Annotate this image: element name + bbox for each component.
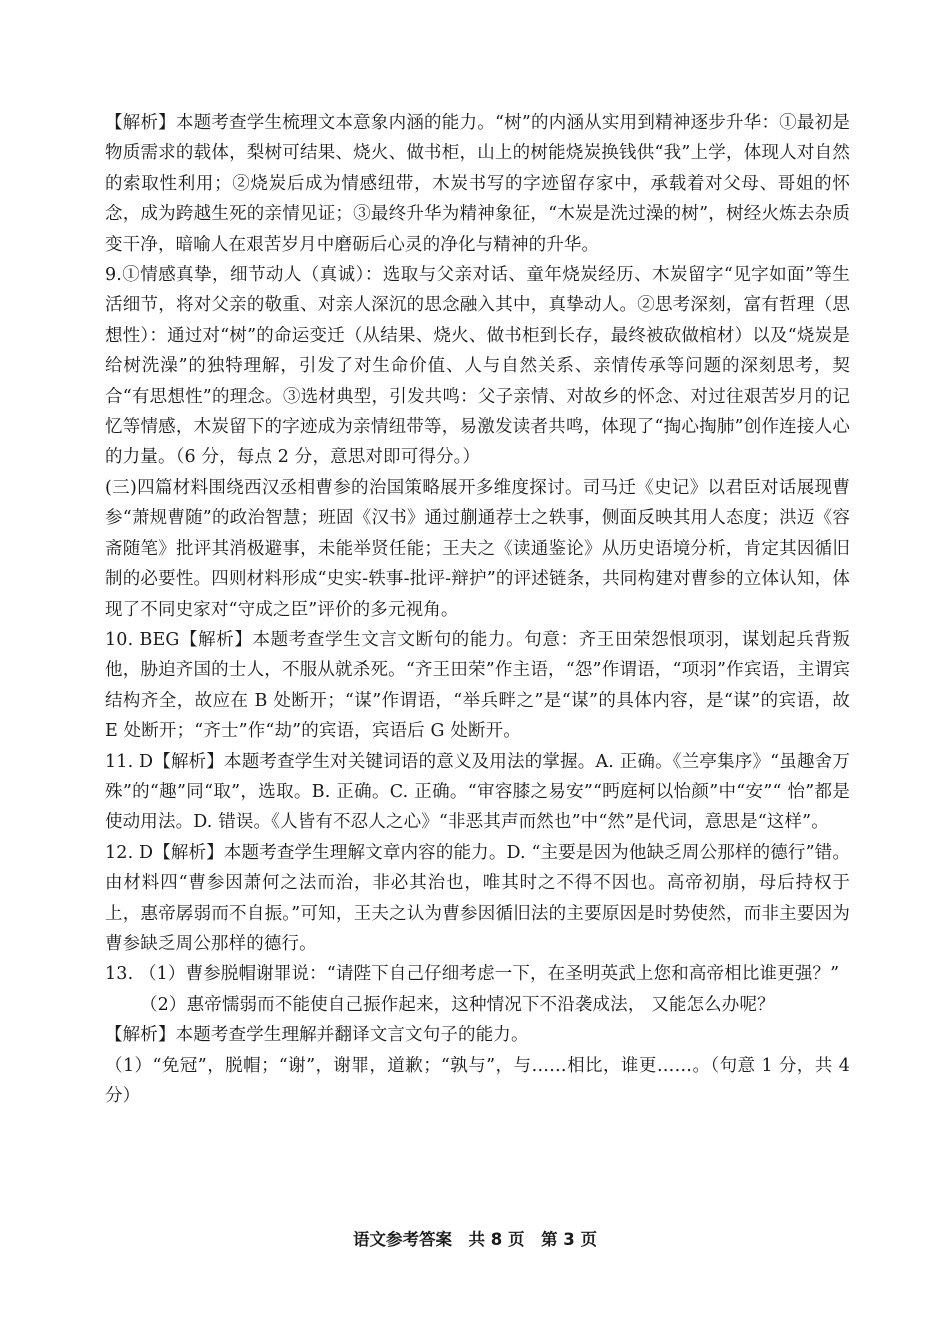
answer-question-10: 10. BEG【解析】本题考查学生文言文断句的能力。句意：齐王田荣怨恨项羽，谋划起兵背叛他，胁迫齐国的士人，不服从就杀死。“齐王田荣”作主语，“怨”作谓语，“项羽”作宾语，主谓宾结构齐全，故应在 B 处断开；“谋”作谓语，“举兵畔之”是“谋”的具体内容，是“谋”的宾语，故 E 处断开；“齐士”作“劫”的宾语，宾语后 G 处断开。 (105, 629, 850, 742)
answer-question-12: 12. D【解析】本题考查学生理解文章内容的能力。D. “主要是因为他缺乏周公那样的德行”错。由材料四“曹参因萧何之法而治，非必其治也，唯其时之不得不因也。高帝初崩，母后持权于上，惠帝孱弱而不自振。”可知，王夫之认为曹参因循旧法的主要原因是时势使然，而非主要因为曹参缺乏周公那样的德行。 (105, 842, 850, 954)
analysis-question-8: 【解析】本题考查学生梳理文本意象内涵的能力。“树”的内涵从实用到精神逐步升华：①最初是物质需求的载体，梨树可结果、烧火、做书柜，山上的树能烧炭换钱供“我”上学，体现人对自然的索取性利用；②烧炭后成为情感纽带，木炭书写的字迹留存家中，承载着对父母、哥姐的怀念，成为跨越生死的亲情见证；③最终升华为精神象征，“木炭是洗过澡的树”，树经火炼去杂质变干净，暗喻人在艰苦岁月中磨砺后心灵的净化与精神的升华。 (105, 113, 850, 255)
answer-question-13-part1: 13. （1）曹参脱帽谢罪说：“请陛下自己仔细考虑一下，在圣明英武上您和高帝相比谁更强？” (105, 964, 840, 985)
answer-question-11: 11. D【解析】本题考查学生对关键词语的意义及用法的掌握。A. 正确。《兰亭集序》“虽趣舍万殊”的“趣”同“取”，选取。B. 正确。C. 正确。“审容膝之易安”“眄庭柯以怡颜”中“安”“ 怡”都是使动用法。D. 错误。《人皆有不忍人之心》“非恶其声而然也”中“然”是代词，意思是“这样”。 (105, 751, 850, 833)
section-three-intro: (三)四篇材料围绕西汉丞相曹参的治国策略展开多维度探讨。司马迁《史记》以君臣对话展现曹参“萧规曹随”的政治智慧；班固《汉书》通过蒯通荐士之轶事，侧面反映其用人态度；洪迈《容斋随笔》批评其消极避事，未能举贤任能；王夫之《读通鉴论》从历史语境分析，肯定其因循旧制的必要性。四则材料形成“史实-轶事-批评-辩护”的评述链条，共同构建对曹参的立体认知，体现了不同史家对“守成之臣”评价的多元视角。 (105, 477, 850, 620)
answer-question-9: 9.①情感真挚，细节动人（真诚）：选取与父亲对话、童年烧炭经历、木炭留字“见字如面”等生活细节，将对父亲的敬重、对亲人深沉的思念融入其中，真挚动人。②思考深刻，富有哲理（思想性）：通过对“树”的命运变迁（从结果、烧火、做书柜到长存，最终被砍做棺材）以及“烧炭是给树洗澡”的独特理解，引发了对生命价值、人与自然关系、亲情传承等问题的深刻思考，契合“有思想性”的理念。③选材典型，引发共鸣：父子亲情、对故乡的怀念、对过往艰苦岁月的记忆等情感，木炭留下的字迹成为亲情纽带等，易激发读者共鸣，体现了“掏心掏肺”创作连接人心的力量。（6 分，每点 2 分，意思对即可得分。） (105, 265, 850, 468)
analysis-question-13: 【解析】本题考查学生理解并翻译文言文句子的能力。 (105, 1025, 529, 1046)
answer-question-13-part2: （2）惠帝懦弱而不能使自己振作起来，这种情况下不沿袭成法， 又能怎么办呢？ (140, 994, 775, 1015)
page-footer: 语文参考答案 共 8 页 第 3 页 (353, 1230, 597, 1249)
analysis-question-13-part1: （1）“免冠”，脱帽；“谢”，谢罪，道歉；“孰与”，与……相比，谁更……。（句意 1 分，共 4 分） (105, 1055, 850, 1106)
answer-content (105, 108, 850, 1111)
